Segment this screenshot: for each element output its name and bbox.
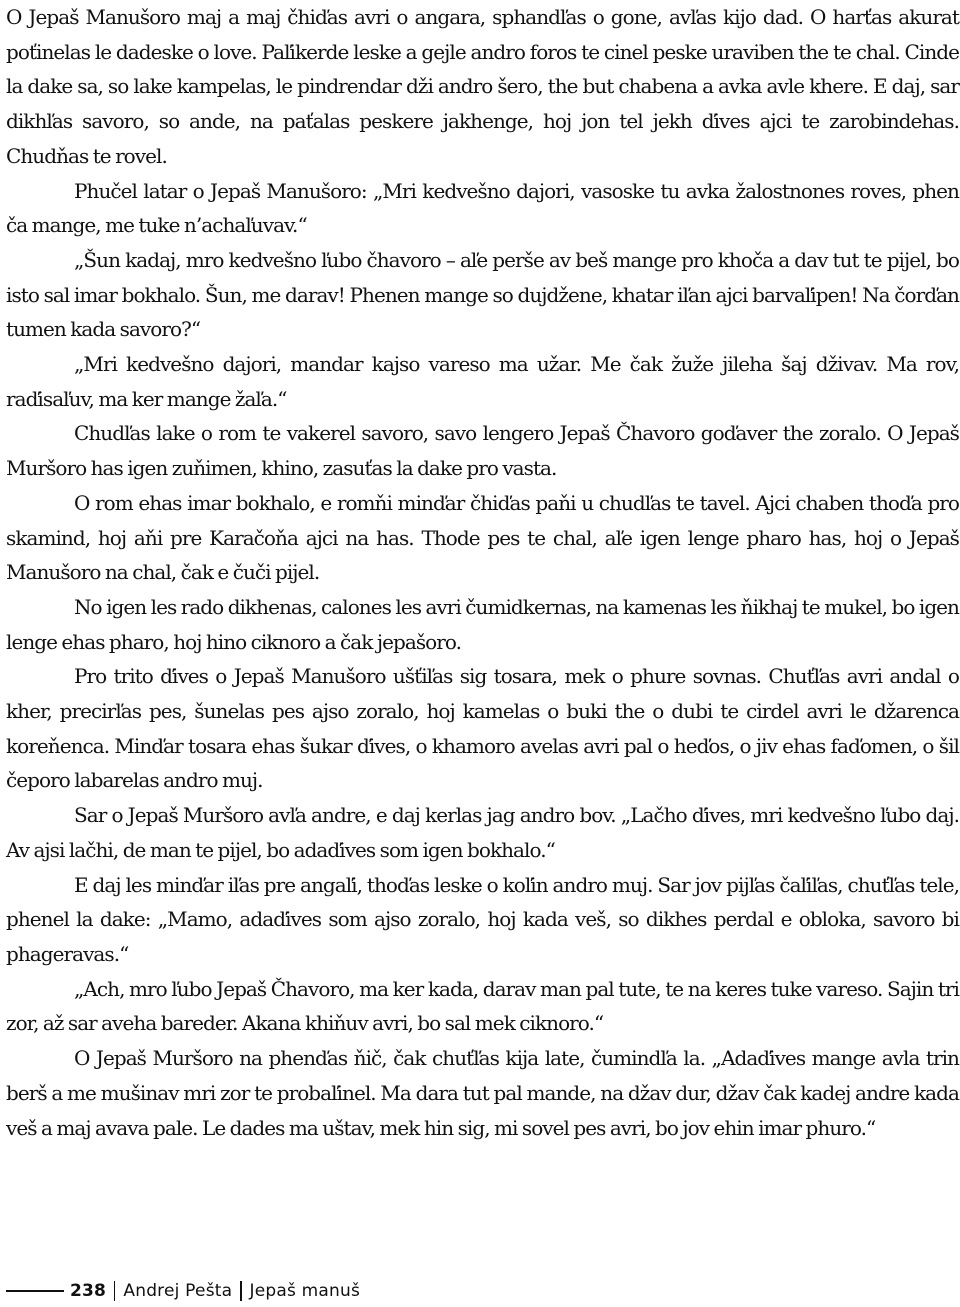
footer-separator: [240, 1281, 241, 1301]
footer-separator: [114, 1281, 115, 1301]
page-number: 238: [70, 1281, 107, 1301]
paragraph: Sar o Jepaš Muršoro avľa andre, e daj kerlas jag andro bov. „Lačho ďives, mri kedvešno ľubo daj. Av ajsi lačhi, de man te pijel, bo adaďives som igen bokhalo.“: [6, 803, 959, 862]
paragraph: „Šun kadaj, mro kedvešno ľubo čhavoro – aľe perše av beš mange pro khoča a dav tut te pijel, bo isto sal imar bokhalo. Šun, me darav! Phenen mange so dujdžene, khatar iľan ajci barvaľipen! Na čorďan tumen kada savoro?“: [6, 247, 959, 342]
paragraph: O rom ehas imar bokhalo, e romňi minďar čhiďas paňi u chudľas te tavel. Ajci chaben thoďa pro skamind, hoj aňi pre Karačoňa ajci na has. Thode pes te chal, aľe igen lenge pharo has, hoj o Jepaš Manušoro na chal, čak e čuči pijel.: [6, 490, 959, 585]
paragraph: Phučel latar o Jepaš Manušoro: „Mri kedvešno dajori, vasoske tu avka žalostnones roves, phen ča mange, me tuke n’achaľuvav.“: [6, 178, 959, 238]
paragraph: O Jepaš Manušoro maj a maj čhiďas avri o angara, sphandľas o gone, avľas kijo dad. O harťas akurat poťinelas le dadeske o love. Paľikerde leske a gejle andro foros te cinel peske uraviben the te chal. Cinde la dake sa, so lake kampelas, le pindrendar dži andro šero, the but chabena a avka avle khere. E daj, sar dikhľas savoro, so ande, na paťalas peskere jakhenge, hoj jon tel jekh ďives ajci te zarobindehas. Chudňas te rovel.: [6, 5, 959, 168]
body-text: [6, 0, 959, 1145]
paragraph: Pro trito ďives o Jepaš Manušoro ušťiľas sig tosara, mek o phure sovnas. Chuťľas avri andal o kher, precirľas pes, šunelas pes ajso zoralo, hoj kamelas o buki the o dubi te cirdel avri le džarenca koreňenca. Minďar tosara ehas šukar ďives, o khamoro avelas avri pal o heďos, o jiv ehas faďomen, o šil čeporo labarelas andro muj.: [6, 664, 959, 793]
paragraph: No igen les rado dikhenas, calones les avri čumidkernas, na kamenas les ňikhaj te mukel, bo igen lenge ehas pharo, hoj hino ciknoro a čak jepašoro.: [6, 594, 959, 654]
paragraph: O Jepaš Muršoro na phenďas ňič, čak chuťľas kija late, čumindľa la. „Adaďives mange avla trin berš a me mušinav mri zor te probaľinel. Ma dara tut pal mande, na džav dur, džav čak kadej andre kada veš a maj avava pale. Le dades ma uštav, mek hin sig, mi sovel pes avri, bo jov ehin imar phuro.“: [6, 1046, 959, 1140]
paragraph: „Mri kedvešno dajori, mandar kajso vareso ma užar. Me čak žuže jileha šaj dživav. Ma rov, raďisaľuv, ma ker mange žaľa.“: [6, 352, 959, 411]
paragraph: Chudľas lake o rom te vakerel savoro, savo lengero Jepaš Čhavoro goďaver the zoralo. O Jepaš Muršoro has igen zuňimen, khino, zasuťas la dake pro vasta.: [6, 421, 959, 481]
paragraph: E daj les minďar iľas pre angaľi, thoďas leske o koľin andro muj. Sar jov pijľas čaľiľas, chuťľas tele, phenel la dake: „Mamo, adaďives som ajso zoralo, hoj kada veš, so dikhes perdal e obloka, savoro bi phageravas.“: [6, 872, 959, 966]
book-title: Jepaš manuš: [249, 1281, 361, 1301]
author-name: Andrej Pešta: [123, 1281, 233, 1301]
footer-rule: [6, 1290, 64, 1292]
paragraph: „Ach, mro ľubo Jepaš Čhavoro, ma ker kada, darav man pal tute, te na keres tuke vareso. Sajin tri zor, až sar aveha bareder. Akana khiňuv avri, bo sal mek ciknoro.“: [6, 976, 959, 1036]
page-footer: [6, 1279, 360, 1303]
